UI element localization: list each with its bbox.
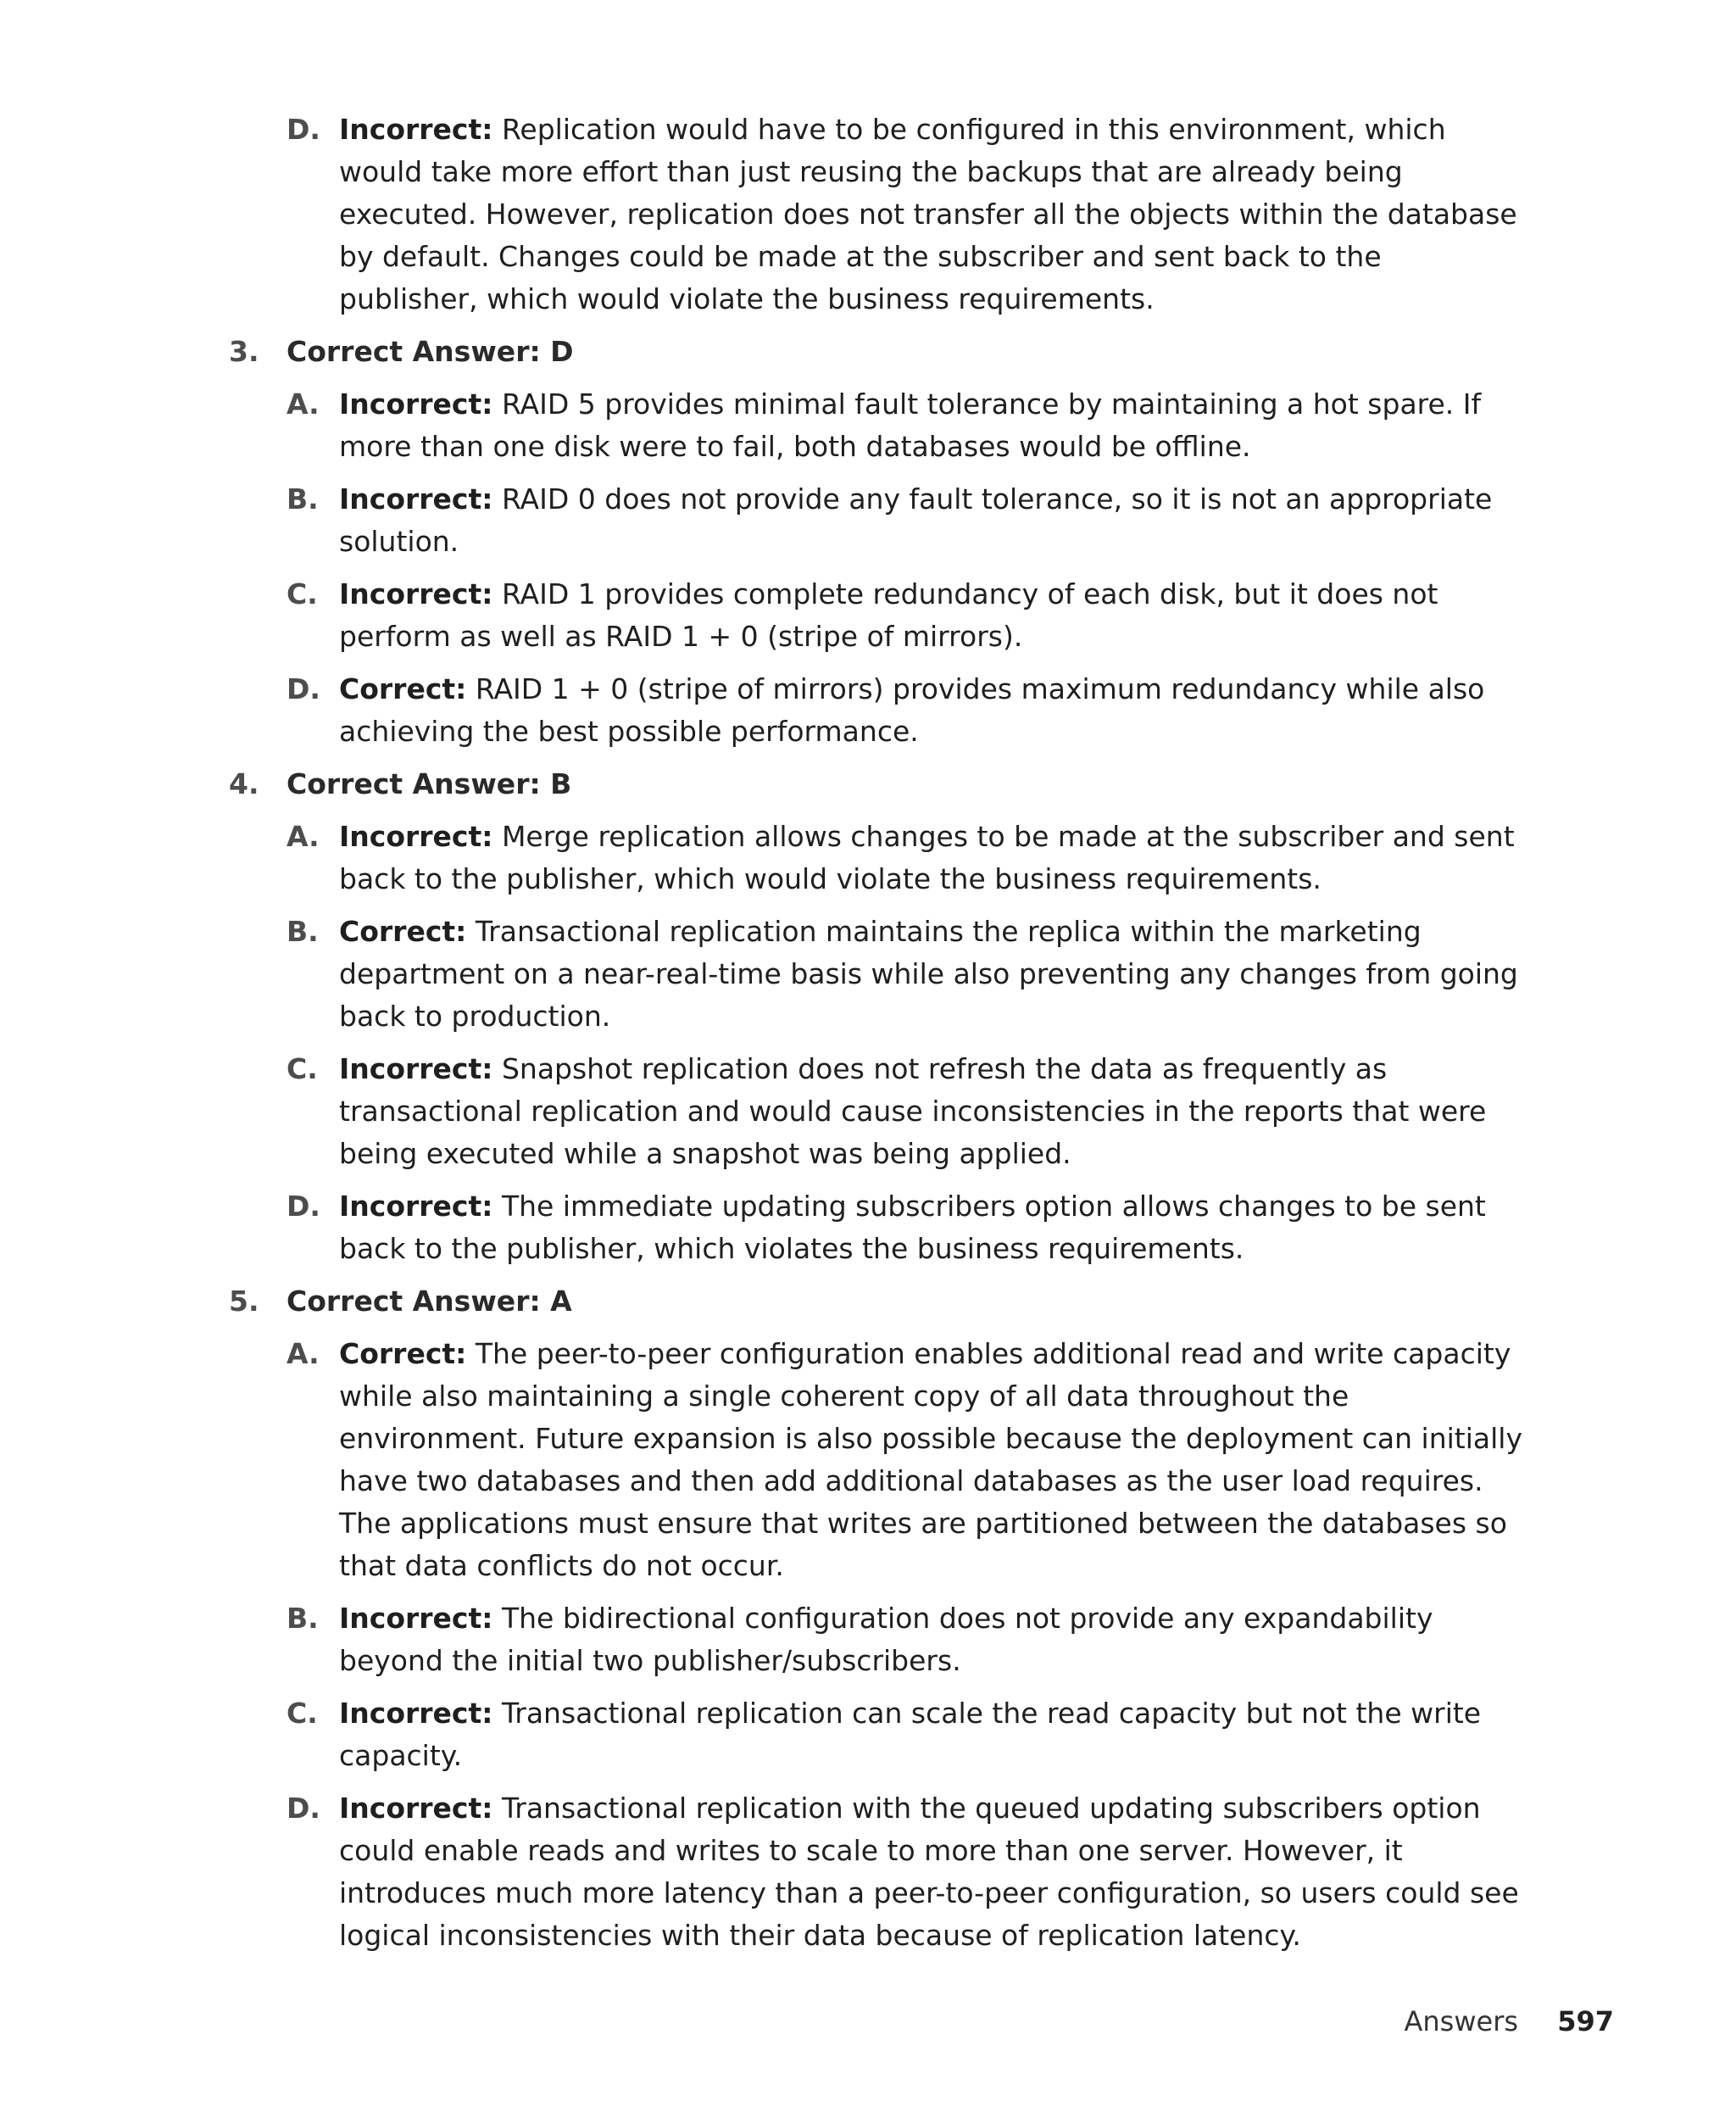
option-explanation: The bidirectional configuration does not provide any expandability beyond the initial two publisher/subscribers.: [339, 1602, 1433, 1677]
option-verdict: Incorrect:: [339, 1190, 493, 1223]
option-letter: A.: [287, 820, 320, 853]
option-verdict: Correct:: [339, 672, 467, 705]
option-letter: D.: [287, 1190, 320, 1223]
option-explanation: Replication would have to be configured in this environment, which would take more effort than just reusing the backups that are already being executed. However, replication does not transfer all the objects within the database by default. Changes could be made at the subscriber and sent back to the publisher, which would violate the business requirements.: [339, 113, 1517, 315]
question-heading: [229, 1280, 1524, 1323]
answer-option: [287, 1048, 1526, 1175]
option-explanation: RAID 0 does not provide any fault tolerance, so it is not an appropriate solution.: [339, 482, 1493, 558]
option-explanation: Transactional replication with the queued updating subscribers option could enable reads and writes to scale to more than one server. However, it introduces much more latency than a peer-to-peer configuration, so users could see logical inconsistencies with their data because of replication latency.: [339, 1792, 1519, 1952]
question-correct-answer: Correct Answer: A: [287, 1285, 572, 1318]
option-letter: A.: [287, 1337, 320, 1370]
option-letter: C.: [287, 577, 318, 610]
option-letter: C.: [287, 1052, 318, 1085]
option-explanation: Merge replication allows changes to be made at the subscriber and sent back to the publisher, which would violate the business requirements.: [339, 820, 1515, 895]
page-footer: [1405, 2004, 1615, 2038]
option-explanation: Snapshot replication does not refresh the data as frequently as transactional replication and would cause inconsistencies in the reports that were being executed while a snapshot was being applied.: [339, 1052, 1487, 1170]
option-explanation: The peer-to-peer configuration enables additional read and write capacity while also maintaining a single coherent copy of all data throughout the environment. Future expansion is also possible because the deployment can initially have two databases and then add additional databases as the user load requires. The applications must ensure that writes are partitioned between the databases so that data conflicts do not occur.: [339, 1337, 1522, 1582]
option-letter: D.: [287, 113, 320, 146]
option-verdict: Correct:: [339, 1337, 467, 1370]
answer-option: [287, 668, 1526, 753]
page-number: 597: [1557, 2005, 1614, 2037]
option-verdict: Incorrect:: [339, 1697, 493, 1730]
option-verdict: Incorrect:: [339, 1052, 493, 1085]
answer-option: [287, 816, 1526, 900]
footer-section-name: Answers: [1404, 2005, 1519, 2037]
answer-option: [287, 383, 1526, 468]
answer-option: [287, 911, 1526, 1038]
option-letter: C.: [287, 1697, 318, 1730]
question-correct-answer: Correct Answer: B: [287, 767, 572, 800]
question-number: 4.: [229, 767, 259, 800]
option-verdict: Incorrect:: [339, 113, 493, 146]
answer-option: [287, 1185, 1526, 1270]
option-explanation: RAID 1 + 0 (stripe of mirrors) provides maximum redundancy while also achieving the best possible performance.: [339, 672, 1485, 748]
answer-option: [287, 573, 1526, 658]
answer-option: [287, 109, 1526, 320]
option-letter: A.: [287, 387, 320, 421]
question-number: 5.: [229, 1285, 259, 1318]
answer-option: [287, 1333, 1526, 1587]
option-verdict: Incorrect:: [339, 1792, 493, 1825]
answer-option: [287, 1692, 1526, 1777]
option-explanation: RAID 1 provides complete redundancy of each disk, but it does not perform as well as RAID 1 + 0 (stripe of mirrors).: [339, 577, 1438, 653]
option-verdict: Incorrect:: [339, 577, 493, 610]
option-verdict: Incorrect:: [339, 820, 493, 853]
answer-option: [287, 478, 1526, 563]
option-verdict: Incorrect:: [339, 482, 493, 516]
question-heading: [229, 331, 1524, 373]
option-letter: B.: [287, 1602, 319, 1635]
option-explanation: Transactional replication maintains the replica within the marketing department on a near-real-time basis while also preventing any changes from going back to production.: [339, 915, 1518, 1033]
option-explanation: The immediate updating subscribers option allows changes to be sent back to the publisher, which violates the business requirements.: [339, 1190, 1486, 1265]
question-correct-answer: Correct Answer: D: [287, 335, 574, 368]
option-letter: B.: [287, 482, 319, 516]
answer-option: [287, 1597, 1526, 1682]
option-verdict: Incorrect:: [339, 387, 493, 421]
option-explanation: Transactional replication can scale the read capacity but not the write capacity.: [339, 1697, 1482, 1772]
question-heading: [229, 763, 1524, 805]
option-letter: D.: [287, 672, 320, 705]
option-letter: D.: [287, 1792, 320, 1825]
option-letter: B.: [287, 915, 319, 948]
option-verdict: Correct:: [339, 915, 467, 948]
question-number: 3.: [229, 335, 259, 368]
answer-option: [287, 1787, 1526, 1957]
option-verdict: Incorrect:: [339, 1602, 493, 1635]
answers-content: [0, 109, 1736, 1967]
option-explanation: RAID 5 provides minimal fault tolerance by maintaining a hot spare. If more than one disk were to fail, both databases would be offline.: [339, 387, 1482, 463]
